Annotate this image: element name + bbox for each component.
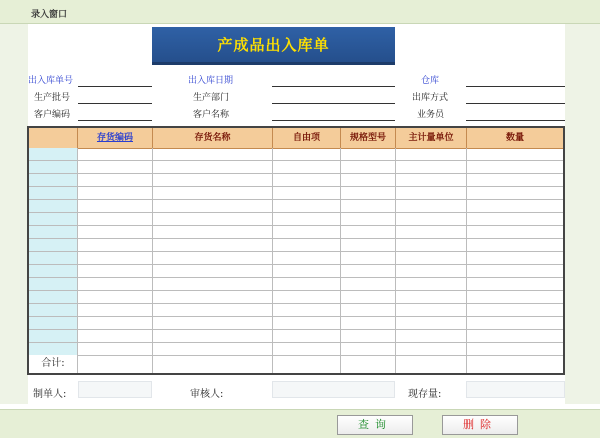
table-cell[interactable] — [153, 148, 273, 160]
table-cell[interactable] — [78, 213, 153, 225]
table-cell[interactable] — [78, 265, 153, 277]
table-cell[interactable] — [341, 174, 396, 186]
total-cell — [273, 355, 341, 373]
batch-no-label: 生产批号 — [34, 93, 71, 103]
table-cell[interactable] — [467, 265, 563, 277]
table-cell[interactable] — [467, 161, 563, 173]
table-cell[interactable] — [78, 330, 153, 342]
grid-header — [29, 128, 563, 149]
table-row[interactable] — [29, 239, 563, 252]
total-label: 合计: — [29, 355, 78, 373]
table-cell[interactable] — [78, 161, 153, 173]
salesperson-label: 业务员 — [417, 110, 445, 120]
table-cell[interactable] — [273, 291, 341, 303]
table-cell[interactable] — [153, 200, 273, 212]
table-cell[interactable] — [396, 278, 467, 290]
table-cell[interactable] — [341, 148, 396, 160]
row-selector-cell[interactable] — [29, 239, 78, 251]
table-cell[interactable] — [153, 317, 273, 329]
row-selector-cell[interactable] — [29, 213, 78, 225]
table-cell[interactable] — [273, 278, 341, 290]
table-cell[interactable] — [341, 213, 396, 225]
table-cell[interactable] — [273, 226, 341, 238]
column-header-free-item[interactable]: 自由项 — [273, 128, 341, 148]
stock-field[interactable] — [466, 381, 565, 398]
table-cell[interactable] — [467, 304, 563, 316]
table-cell[interactable] — [396, 239, 467, 251]
table-cell[interactable] — [78, 317, 153, 329]
table-cell[interactable] — [153, 226, 273, 238]
table-row[interactable] — [29, 226, 563, 239]
column-header-unit[interactable]: 主计量单位 — [396, 128, 467, 148]
detail-grid[interactable] — [27, 126, 565, 375]
batch-no-field[interactable] — [78, 103, 152, 104]
table-cell[interactable] — [153, 239, 273, 251]
table-cell[interactable] — [273, 148, 341, 160]
table-row[interactable] — [29, 330, 563, 343]
window-title-bar — [0, 0, 600, 24]
table-cell[interactable] — [341, 252, 396, 264]
total-cell — [396, 355, 467, 373]
table-cell[interactable] — [341, 187, 396, 199]
table-cell[interactable] — [153, 187, 273, 199]
customer-code-field[interactable] — [78, 120, 152, 121]
table-cell[interactable] — [78, 278, 153, 290]
table-cell[interactable] — [467, 148, 563, 160]
table-cell[interactable] — [153, 213, 273, 225]
table-cell[interactable] — [396, 304, 467, 316]
table-row[interactable] — [29, 265, 563, 278]
table-row[interactable] — [29, 200, 563, 213]
table-cell[interactable] — [467, 200, 563, 212]
column-header-item-code[interactable]: 存货编码 — [78, 128, 153, 148]
doc-date-field[interactable] — [272, 86, 395, 87]
table-cell[interactable] — [153, 174, 273, 186]
row-selector-cell[interactable] — [29, 161, 78, 173]
table-cell[interactable] — [341, 265, 396, 277]
table-cell[interactable] — [153, 265, 273, 277]
left-margin — [0, 24, 28, 404]
table-cell[interactable] — [78, 187, 153, 199]
stock-label: 现存量: — [408, 389, 442, 400]
table-cell[interactable] — [341, 291, 396, 303]
table-cell[interactable] — [273, 304, 341, 316]
table-cell[interactable] — [341, 200, 396, 212]
table-cell[interactable] — [78, 200, 153, 212]
column-header-item-name[interactable]: 存货名称 — [153, 128, 273, 148]
grid-rows — [29, 148, 563, 356]
table-cell[interactable] — [153, 330, 273, 342]
row-selector-cell[interactable] — [29, 317, 78, 329]
io-method-field[interactable] — [466, 103, 565, 104]
table-cell[interactable] — [467, 317, 563, 329]
department-label: 生产部门 — [193, 93, 230, 103]
table-cell[interactable] — [273, 317, 341, 329]
table-cell[interactable] — [273, 265, 341, 277]
table-cell[interactable] — [153, 278, 273, 290]
table-cell[interactable] — [467, 187, 563, 199]
table-cell[interactable] — [341, 278, 396, 290]
table-cell[interactable] — [396, 148, 467, 160]
table-cell[interactable] — [467, 174, 563, 186]
table-row[interactable] — [29, 291, 563, 304]
table-cell[interactable] — [341, 317, 396, 329]
table-cell[interactable] — [78, 291, 153, 303]
table-cell[interactable] — [153, 291, 273, 303]
table-cell[interactable] — [396, 187, 467, 199]
table-cell[interactable] — [78, 304, 153, 316]
table-cell[interactable] — [467, 343, 563, 355]
table-cell[interactable] — [78, 239, 153, 251]
table-cell[interactable] — [467, 226, 563, 238]
table-cell[interactable] — [153, 252, 273, 264]
table-row[interactable] — [29, 317, 563, 330]
table-cell[interactable] — [341, 343, 396, 355]
total-quantity-cell — [467, 355, 563, 373]
table-cell[interactable] — [396, 291, 467, 303]
row-selector-cell[interactable] — [29, 252, 78, 264]
table-cell[interactable] — [467, 291, 563, 303]
table-cell[interactable] — [153, 161, 273, 173]
maker-field[interactable] — [78, 381, 152, 398]
warehouse-label: 仓库 — [421, 76, 440, 86]
table-row[interactable] — [29, 252, 563, 265]
column-header-quantity[interactable]: 数量 — [505, 133, 524, 143]
table-cell[interactable] — [396, 330, 467, 342]
table-cell[interactable] — [341, 226, 396, 238]
row-selector-cell[interactable] — [29, 304, 78, 316]
warehouse-field[interactable] — [466, 86, 565, 87]
delete-button[interactable]: 删除 — [442, 415, 518, 435]
table-cell[interactable] — [467, 278, 563, 290]
table-cell[interactable] — [273, 252, 341, 264]
table-cell[interactable] — [273, 200, 341, 212]
table-cell[interactable] — [396, 317, 467, 329]
query-button[interactable]: 查询 — [337, 415, 413, 435]
row-selector-cell[interactable] — [29, 174, 78, 186]
table-cell[interactable] — [273, 213, 341, 225]
table-cell[interactable] — [396, 174, 467, 186]
row-header-column — [29, 128, 78, 148]
doc-date-label: 出入库日期 — [188, 76, 234, 86]
table-cell[interactable] — [78, 174, 153, 186]
table-cell[interactable] — [396, 226, 467, 238]
total-cell — [78, 355, 153, 373]
row-selector-cell[interactable] — [29, 278, 78, 290]
table-cell[interactable] — [396, 343, 467, 355]
table-cell[interactable] — [396, 265, 467, 277]
row-selector-cell[interactable] — [29, 148, 78, 160]
table-cell[interactable] — [273, 239, 341, 251]
table-cell[interactable] — [396, 252, 467, 264]
table-row[interactable] — [29, 148, 563, 161]
table-cell[interactable] — [467, 252, 563, 264]
table-row[interactable] — [29, 161, 563, 174]
table-cell[interactable] — [467, 213, 563, 225]
table-cell[interactable] — [396, 213, 467, 225]
table-cell[interactable] — [341, 330, 396, 342]
customer-name-field[interactable] — [272, 120, 395, 121]
table-cell[interactable] — [341, 304, 396, 316]
total-cell — [341, 355, 396, 373]
table-cell[interactable] — [273, 187, 341, 199]
table-cell[interactable] — [396, 200, 467, 212]
customer-name-label: 客户名称 — [193, 110, 230, 120]
table-cell[interactable] — [273, 161, 341, 173]
total-row — [29, 355, 563, 373]
table-row[interactable] — [29, 187, 563, 200]
table-row[interactable] — [29, 278, 563, 291]
maker-label: 制单人: — [33, 389, 67, 400]
row-selector-cell[interactable] — [29, 265, 78, 277]
table-cell[interactable] — [78, 343, 153, 355]
department-field[interactable] — [272, 103, 395, 104]
table-cell[interactable] — [153, 304, 273, 316]
table-cell[interactable] — [273, 343, 341, 355]
row-selector-cell[interactable] — [29, 343, 78, 355]
table-cell[interactable] — [273, 174, 341, 186]
table-cell[interactable] — [273, 330, 341, 342]
row-selector-cell[interactable] — [29, 226, 78, 238]
table-cell[interactable] — [78, 148, 153, 160]
table-cell[interactable] — [467, 330, 563, 342]
table-row[interactable] — [29, 304, 563, 317]
table-row[interactable] — [29, 213, 563, 226]
reviewer-field[interactable] — [272, 381, 395, 398]
doc-no-label: 出入库单号 — [28, 76, 74, 86]
total-cell — [153, 355, 273, 373]
form-title: 产成品出入库单 — [217, 36, 330, 54]
column-header-spec[interactable]: 规格型号 — [341, 128, 396, 148]
table-row[interactable] — [29, 174, 563, 187]
table-cell[interactable] — [78, 252, 153, 264]
table-cell[interactable] — [153, 343, 273, 355]
form-title-banner — [152, 27, 395, 65]
table-cell[interactable] — [341, 161, 396, 173]
row-selector-cell[interactable] — [29, 200, 78, 212]
table-cell[interactable] — [78, 226, 153, 238]
table-cell[interactable] — [341, 239, 396, 251]
reviewer-label: 审核人: — [190, 389, 224, 400]
right-margin — [565, 24, 600, 404]
doc-no-field[interactable] — [78, 86, 152, 87]
salesperson-field[interactable] — [466, 120, 565, 121]
row-selector-cell[interactable] — [29, 291, 78, 303]
table-cell[interactable] — [396, 161, 467, 173]
table-cell[interactable] — [467, 239, 563, 251]
row-selector-cell[interactable] — [29, 330, 78, 342]
customer-code-label: 客户编码 — [34, 110, 71, 120]
io-method-label: 出库方式 — [412, 93, 449, 103]
window-title: 录入窗口 — [31, 10, 68, 20]
row-selector-cell[interactable] — [29, 187, 78, 199]
